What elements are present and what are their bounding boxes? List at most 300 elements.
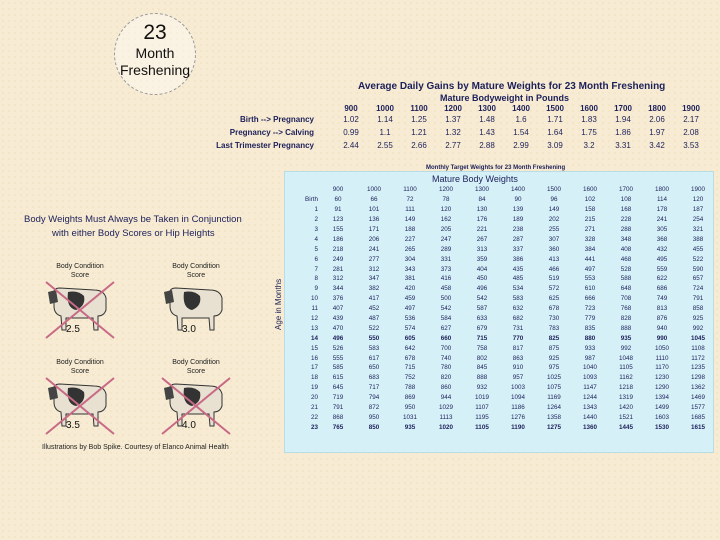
monthly-cell: 90	[514, 196, 522, 204]
monthly-cell: 60	[334, 196, 342, 204]
cow-score: 4.0	[182, 420, 196, 431]
adg-cell: 2.88	[479, 141, 495, 150]
adg-cell: 1.02	[343, 115, 359, 124]
monthly-row-label: 2	[314, 216, 318, 224]
adg-cell: 2.99	[513, 141, 529, 150]
monthly-cell: 227	[404, 235, 416, 243]
monthly-cell: 289	[440, 245, 452, 253]
monthly-cell: 555	[332, 354, 344, 362]
monthly-row	[300, 323, 716, 333]
monthly-cell: 91	[334, 206, 342, 214]
monthly-cell: 111	[405, 206, 415, 214]
monthly-cell: 450	[476, 275, 488, 283]
monthly-cell: 990	[656, 334, 668, 342]
monthly-cell: 495	[656, 255, 668, 263]
monthly-cell: 1169	[547, 394, 561, 402]
monthly-cell: 407	[332, 305, 344, 313]
monthly-cell: 108	[620, 196, 632, 204]
cow-label-line2: Score	[70, 272, 90, 279]
monthly-cell: 1469	[690, 394, 705, 402]
body-weights-title-1: Body Weights Must Always be Taken in Conjunction	[24, 214, 242, 225]
monthly-row	[300, 383, 716, 393]
cow-label-line1: Body Condition	[56, 263, 104, 270]
monthly-cell: 615	[332, 374, 344, 382]
cow-label-line1: Body Condition	[56, 359, 104, 366]
monthly-cell: 439	[332, 315, 344, 323]
monthly-cell: 932	[476, 384, 488, 392]
monthly-cell: 102	[584, 196, 596, 204]
monthly-cell: 337	[512, 245, 524, 253]
monthly-cell: 381	[404, 275, 416, 283]
monthly-cell: 368	[656, 235, 668, 243]
monthly-cell: 708	[620, 295, 632, 303]
monthly-cell: 417	[368, 295, 380, 303]
monthly-cell: 1685	[690, 413, 705, 421]
monthly-cell: 817	[512, 344, 524, 352]
monthly-cell: 740	[440, 354, 452, 362]
monthly-col-header: 1900	[690, 186, 705, 194]
monthly-cell: 957	[512, 374, 524, 382]
adg-cell: 1.25	[411, 115, 427, 124]
monthly-cell: 162	[440, 216, 452, 224]
cow-figure	[160, 358, 232, 436]
monthly-cell: 828	[620, 315, 632, 323]
monthly-cell: 496	[332, 334, 344, 342]
monthly-row	[300, 225, 716, 235]
adg-col-header: 900	[344, 104, 358, 113]
monthly-cell: 470	[332, 324, 344, 332]
monthly-cell: 123	[332, 216, 344, 224]
monthly-cell: 583	[512, 295, 524, 303]
monthly-cell: 249	[332, 255, 344, 263]
monthly-cell: 1170	[655, 364, 669, 372]
monthly-row-label: 6	[314, 255, 318, 263]
monthly-cell: 500	[440, 295, 452, 303]
monthly-cell: 574	[404, 324, 416, 332]
cow-icon	[44, 376, 116, 436]
monthly-cell: 485	[512, 275, 524, 283]
monthly-cell: 1107	[475, 404, 489, 412]
monthly-cell: 313	[476, 245, 488, 253]
monthly-cell: 752	[404, 374, 416, 382]
monthly-table	[300, 185, 716, 432]
monthly-cell: 277	[368, 255, 380, 263]
monthly-corner	[300, 185, 320, 195]
monthly-cell: 724	[692, 285, 704, 293]
monthly-row	[300, 195, 716, 205]
monthly-cell: 731	[512, 324, 524, 332]
monthly-cell: 522	[692, 255, 704, 263]
monthly-cell: 1235	[690, 364, 705, 372]
monthly-cell: 585	[332, 364, 344, 372]
monthly-cell: 255	[548, 226, 560, 233]
monthly-cell: 384	[584, 245, 596, 253]
monthly-cell: 435	[512, 265, 524, 273]
monthly-cell: 1190	[511, 423, 525, 431]
monthly-cell: 572	[548, 285, 560, 293]
adg-cell: 3.53	[683, 141, 699, 150]
monthly-cell: 1108	[691, 344, 705, 352]
monthly-cell: 202	[548, 216, 560, 224]
adg-col-header: 1900	[682, 104, 700, 113]
monthly-cell: 388	[692, 235, 704, 243]
monthly-row-label: 23	[310, 423, 318, 431]
monthly-cell: 1275	[546, 423, 561, 431]
monthly-cell: 1420	[618, 404, 633, 412]
monthly-cell: 642	[404, 344, 416, 352]
adg-header-row	[334, 104, 708, 113]
monthly-cell: 205	[440, 226, 452, 233]
monthly-cell: 218	[332, 245, 344, 253]
monthly-cell: 360	[548, 245, 560, 253]
monthly-row	[300, 393, 716, 403]
monthly-cell: 96	[550, 196, 558, 204]
monthly-cell: 660	[440, 334, 452, 342]
adg-col-header: 1600	[580, 104, 598, 113]
monthly-cell: 950	[404, 404, 416, 412]
monthly-cell: 343	[404, 265, 416, 273]
monthly-cell: 682	[512, 315, 524, 323]
monthly-cell: 1319	[618, 394, 633, 402]
monthly-cell: 925	[692, 315, 704, 323]
monthly-cell: 312	[368, 265, 380, 273]
monthly-col-header: 900	[332, 186, 344, 194]
adg-cell: 1.94	[615, 115, 631, 124]
cow-icon	[160, 376, 232, 436]
monthly-cell: 149	[548, 206, 560, 214]
monthly-cell: 1394	[654, 394, 669, 402]
monthly-cell: 120	[440, 206, 452, 214]
monthly-cell: 1031	[402, 413, 417, 421]
adg-cell: 1.32	[445, 128, 461, 137]
cow-figure	[160, 262, 232, 340]
adg-col-header: 1500	[546, 104, 564, 113]
monthly-cell: 780	[440, 364, 452, 372]
monthly-col-header: 1800	[654, 186, 669, 194]
monthly-cell: 522	[368, 324, 380, 332]
monthly-row	[300, 304, 716, 314]
adg-subtitle: Mature Bodyweight in Pounds	[440, 93, 570, 103]
monthly-row	[300, 205, 716, 215]
monthly-cell: 188	[404, 226, 416, 233]
body-weights-title-2: with either Body Scores or Hip Heights	[52, 228, 215, 239]
monthly-col-header: 1100	[403, 186, 417, 194]
cow-label-line2: Score	[70, 368, 90, 375]
monthly-cell: 1048	[618, 354, 633, 362]
monthly-cell: 940	[656, 324, 668, 332]
monthly-cell: 590	[692, 265, 704, 273]
monthly-row	[300, 215, 716, 225]
monthly-cell: 872	[368, 404, 380, 412]
monthly-row	[300, 254, 716, 264]
monthly-row-label: Birth	[305, 196, 318, 204]
monthly-cell: 935	[620, 334, 632, 342]
monthly-cell: 136	[368, 216, 380, 224]
monthly-cell: 888	[476, 374, 488, 382]
monthly-cell: 868	[332, 413, 344, 421]
monthly-cell: 331	[440, 255, 452, 263]
monthly-cell: 645	[332, 384, 344, 392]
illustration-credit: Illustrations by Bob Spike. Courtesy of Elanco Animal Health	[42, 444, 229, 451]
age-axis-label: Age in Months	[274, 278, 283, 330]
monthly-cell: 186	[332, 235, 344, 243]
monthly-cell: 287	[512, 235, 524, 243]
monthly-cell: 700	[440, 344, 452, 352]
cow-score: 2.5	[66, 324, 80, 335]
monthly-col-header: 1600	[582, 186, 597, 194]
adg-cell: 1.83	[581, 115, 597, 124]
monthly-cell: 1075	[546, 384, 561, 392]
monthly-cell: 1186	[511, 404, 525, 412]
monthly-row	[300, 422, 716, 432]
monthly-col-header: 1300	[474, 186, 489, 194]
monthly-cell: 1050	[654, 344, 669, 352]
monthly-cell: 497	[404, 305, 416, 313]
monthly-cell: 1019	[474, 394, 489, 402]
monthly-cell: 247	[440, 235, 452, 243]
cow-score: 3.5	[66, 420, 80, 431]
monthly-cell: 749	[656, 295, 668, 303]
monthly-cell: 666	[584, 295, 596, 303]
freshening-badge	[114, 13, 196, 95]
monthly-title: Monthly Target Weights for 23 Month Freshening	[426, 165, 566, 171]
monthly-cell: 171	[368, 226, 380, 233]
monthly-row	[300, 412, 716, 422]
adg-cell: 2.08	[683, 128, 699, 137]
adg-cell: 2.06	[649, 115, 665, 124]
adg-row-label: Pregnancy --> Calving	[229, 128, 314, 137]
monthly-cell: 550	[368, 334, 380, 342]
monthly-cell: 1264	[546, 404, 561, 412]
monthly-cell: 206	[368, 235, 380, 243]
monthly-cell: 820	[440, 374, 452, 382]
monthly-row-label: 20	[310, 394, 318, 402]
monthly-cell: 288	[620, 226, 632, 233]
monthly-row	[300, 353, 716, 363]
monthly-cell: 715	[476, 334, 488, 342]
badge-line2: Freshening	[119, 62, 191, 78]
monthly-cell: 420	[404, 285, 416, 293]
monthly-row-label: 7	[314, 265, 318, 273]
monthly-cell: 584	[440, 315, 452, 323]
monthly-row-label: 13	[310, 324, 318, 332]
monthly-cell: 534	[512, 285, 524, 293]
monthly-cell: 176	[476, 216, 488, 224]
monthly-cell: 559	[656, 265, 668, 273]
monthly-cell: 168	[620, 206, 632, 214]
monthly-row	[300, 333, 716, 343]
monthly-cell: 888	[620, 324, 632, 332]
monthly-cell: 933	[584, 344, 596, 352]
adg-col-header: 1000	[376, 104, 394, 113]
monthly-col-header: 1400	[510, 186, 525, 194]
monthly-cell: 1230	[654, 374, 669, 382]
monthly-cell: 880	[584, 334, 596, 342]
monthly-cell: 1440	[582, 413, 597, 421]
monthly-row-label: 22	[310, 413, 318, 421]
monthly-cell: 466	[548, 265, 560, 273]
monthly-cell: 770	[512, 334, 524, 342]
monthly-cell: 657	[692, 275, 704, 283]
monthly-cell: 1029	[438, 404, 453, 412]
cow-label-line1: Body Condition	[172, 263, 220, 270]
adg-col-header: 1400	[512, 104, 530, 113]
monthly-row-label: 14	[310, 334, 318, 342]
monthly-cell: 458	[440, 285, 452, 293]
cow-figure	[44, 262, 116, 340]
monthly-cell: 228	[620, 216, 632, 224]
monthly-cell: 312	[332, 275, 344, 283]
monthly-row	[300, 403, 716, 413]
monthly-cell: 1360	[582, 423, 597, 431]
monthly-cell: 1094	[510, 394, 525, 402]
monthly-cell: 1298	[690, 374, 705, 382]
monthly-cell: 835	[584, 324, 596, 332]
monthly-cell: 536	[404, 315, 416, 323]
monthly-cell: 1113	[439, 413, 453, 421]
monthly-cell: 632	[512, 305, 524, 313]
monthly-cell: 583	[368, 344, 380, 352]
monthly-cell: 1105	[475, 423, 489, 431]
monthly-row	[300, 294, 716, 304]
monthly-cell: 686	[656, 285, 668, 293]
badge-line1: Month	[135, 45, 175, 61]
monthly-row	[300, 274, 716, 284]
monthly-cell: 876	[656, 315, 668, 323]
adg-cell: 3.31	[615, 141, 631, 150]
cow-label-line2: Score	[186, 272, 206, 279]
monthly-cell: 189	[512, 216, 524, 224]
monthly-cell: 321	[692, 226, 704, 233]
monthly-cell: 468	[620, 255, 632, 263]
monthly-cell: 84	[478, 196, 486, 204]
cow-score: 3.0	[182, 324, 196, 335]
cow-figure	[44, 358, 116, 436]
monthly-cell: 215	[584, 216, 596, 224]
monthly-cell: 791	[332, 404, 344, 412]
monthly-cell: 860	[440, 384, 452, 392]
monthly-cell: 455	[692, 245, 704, 253]
monthly-col-header: 1000	[366, 186, 381, 194]
monthly-cell: 155	[332, 226, 344, 233]
monthly-cell: 648	[620, 285, 632, 293]
adg-cell: 1.54	[513, 128, 529, 137]
monthly-cell: 1172	[691, 354, 705, 362]
monthly-cell: 432	[656, 245, 668, 253]
adg-cell: 1.86	[615, 128, 631, 137]
monthly-cell: 130	[476, 206, 488, 214]
monthly-cell: 845	[476, 364, 488, 372]
monthly-cell: 719	[332, 394, 344, 402]
monthly-cell: 678	[404, 354, 416, 362]
adg-cell: 1.64	[547, 128, 563, 137]
monthly-cell: 307	[548, 235, 560, 243]
monthly-row	[300, 314, 716, 324]
monthly-cell: 267	[476, 235, 488, 243]
monthly-cell: 679	[476, 324, 488, 332]
monthly-cell: 1162	[619, 374, 633, 382]
monthly-cell: 241	[368, 245, 380, 253]
monthly-cell: 187	[692, 206, 704, 214]
monthly-cell: 120	[692, 196, 704, 204]
monthly-col-header: 1500	[546, 186, 561, 194]
monthly-cell: 348	[620, 235, 632, 243]
monthly-cell: 992	[692, 324, 704, 332]
monthly-row	[300, 284, 716, 294]
cow-label	[44, 358, 116, 376]
monthly-cell: 683	[368, 374, 380, 382]
monthly-cell: 944	[440, 394, 452, 402]
monthly-cell: 528	[620, 265, 632, 273]
monthly-row-label: 4	[314, 235, 318, 243]
monthly-cell: 416	[440, 275, 452, 283]
monthly-cell: 588	[620, 275, 632, 283]
monthly-cell: 526	[332, 344, 344, 352]
adg-cell: 1.71	[547, 115, 563, 124]
adg-col-header: 1200	[444, 104, 462, 113]
monthly-cell: 1577	[690, 404, 705, 412]
adg-cell: 1.21	[411, 128, 427, 137]
monthly-cell: 78	[442, 196, 450, 204]
monthly-cell: 254	[692, 216, 704, 224]
monthly-cell: 1244	[582, 394, 597, 402]
monthly-cell: 1276	[510, 413, 525, 421]
adg-row-label: Last Trimester Pregnancy	[216, 141, 314, 150]
monthly-cell: 452	[368, 305, 380, 313]
monthly-cell: 149	[404, 216, 416, 224]
monthly-row	[300, 234, 716, 244]
monthly-row	[300, 363, 716, 373]
monthly-row-label: 1	[314, 206, 318, 214]
monthly-row	[300, 244, 716, 254]
monthly-cell: 265	[404, 245, 416, 253]
monthly-row	[300, 264, 716, 274]
monthly-row-label: 15	[310, 344, 318, 352]
monthly-cell: 1358	[546, 413, 561, 421]
adg-cell: 3.2	[583, 141, 595, 150]
monthly-cell: 950	[368, 413, 380, 421]
adg-col-header: 1700	[614, 104, 632, 113]
monthly-cell: 1343	[582, 404, 597, 412]
monthly-row-label: 8	[314, 275, 318, 283]
monthly-row-label: 9	[314, 285, 318, 293]
cow-label-line1: Body Condition	[172, 359, 220, 366]
monthly-cell: 1445	[618, 423, 633, 431]
monthly-cell: 1025	[546, 374, 561, 382]
monthly-cell: 158	[584, 206, 596, 214]
monthly-cell: 373	[440, 265, 452, 273]
adg-cell: 1.43	[479, 128, 495, 137]
cow-label	[44, 262, 116, 280]
monthly-cell: 382	[368, 285, 380, 293]
monthly-cell: 875	[548, 344, 560, 352]
monthly-cell: 1093	[582, 374, 597, 382]
adg-col-header: 1100	[410, 104, 428, 113]
monthly-cell: 66	[370, 196, 378, 204]
monthly-cell: 328	[584, 235, 596, 243]
monthly-cell: 542	[476, 295, 488, 303]
badge-number: 23	[143, 21, 167, 44]
monthly-cell: 441	[584, 255, 596, 263]
monthly-cell: 496	[476, 285, 488, 293]
cow-icon	[44, 280, 116, 340]
monthly-cell: 281	[332, 265, 344, 273]
monthly-cell: 1020	[438, 423, 453, 431]
adg-title: Average Daily Gains by Mature Weights for 23 Month Freshening	[358, 81, 666, 92]
monthly-cell: 1110	[655, 354, 669, 362]
cow-icon	[160, 280, 232, 340]
adg-cell: 1.1	[379, 128, 391, 137]
